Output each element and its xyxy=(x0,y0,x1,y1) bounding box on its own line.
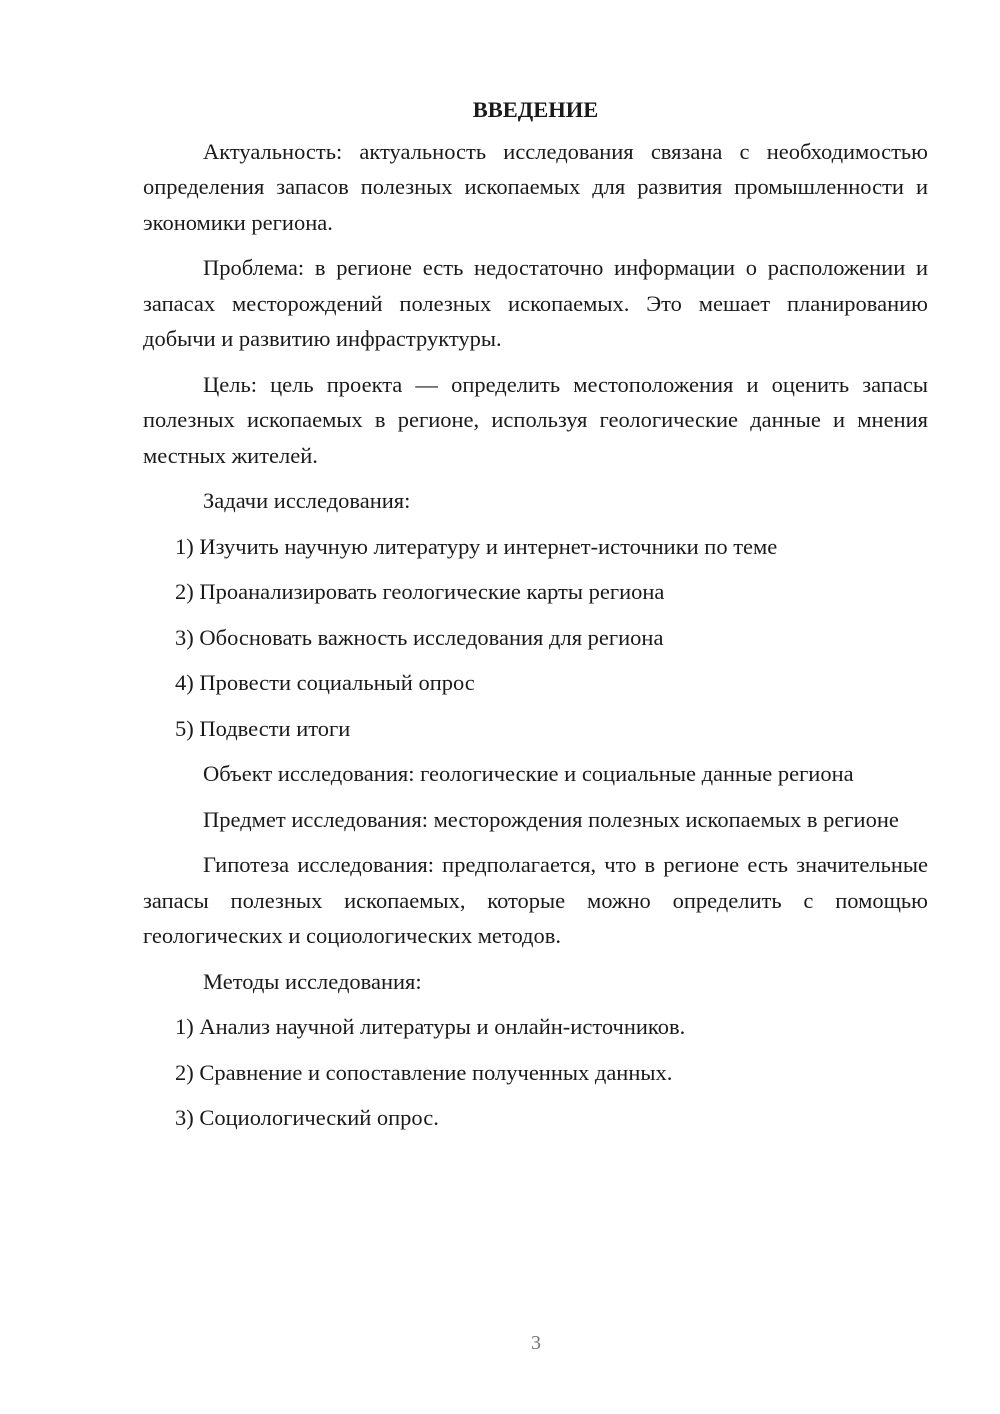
hypothesis-paragraph: Гипотеза исследования: предполагается, что в регионе есть значительные запасы полезных ископаемых, которые можно определить с помощью геологических и социологических методов. xyxy=(143,852,928,948)
methods-heading: Методы исследования: xyxy=(203,968,422,994)
tasks-heading: Задачи исследования: xyxy=(203,488,411,513)
task-item: 1) Изучить научную литературу и интернет-источники по теме xyxy=(175,533,778,559)
task-item: 2) Проанализировать геологические карты региона xyxy=(175,579,665,604)
method-item: 2) Сравнение и сопоставление полученных данных. xyxy=(175,1059,673,1085)
goal-paragraph: Цель: цель проекта — определить местоположения и оценить запасы полезных ископаемых в регионе, используя геологические данные и мнения местных жителей. xyxy=(143,371,928,468)
methods-list xyxy=(143,1009,928,1136)
task-item: 4) Провести социальный опрос xyxy=(175,670,475,695)
method-item: 1) Анализ научной литературы и онлайн-источников. xyxy=(175,1014,686,1039)
tasks-list xyxy=(143,529,928,747)
page-number: 3 xyxy=(531,1332,541,1354)
relevance-paragraph: Актуальность: актуальность исследования связана с необходимостью определения запасов полезных ископаемых для развития промышленности и экономики региона. xyxy=(143,138,928,235)
section-title: ВВЕДЕНИЕ xyxy=(472,97,599,122)
document-page xyxy=(143,92,928,1146)
task-item: 5) Подвести итоги xyxy=(175,715,351,741)
method-item: 3) Социологический опрос. xyxy=(175,1105,439,1130)
task-item: 3) Обосновать важность исследования для региона xyxy=(175,624,664,650)
object-paragraph: Объект исследования: геологические и социальные данные региона xyxy=(203,761,854,786)
subject-paragraph: Предмет исследования: месторождения полезных ископаемых в регионе xyxy=(203,806,899,832)
problem-paragraph: Проблема: в регионе есть недостаточно информации о расположении и запасах месторождений полезных ископаемых. Это мешает планированию добычи и развитию инфраструктуры. xyxy=(143,255,928,351)
